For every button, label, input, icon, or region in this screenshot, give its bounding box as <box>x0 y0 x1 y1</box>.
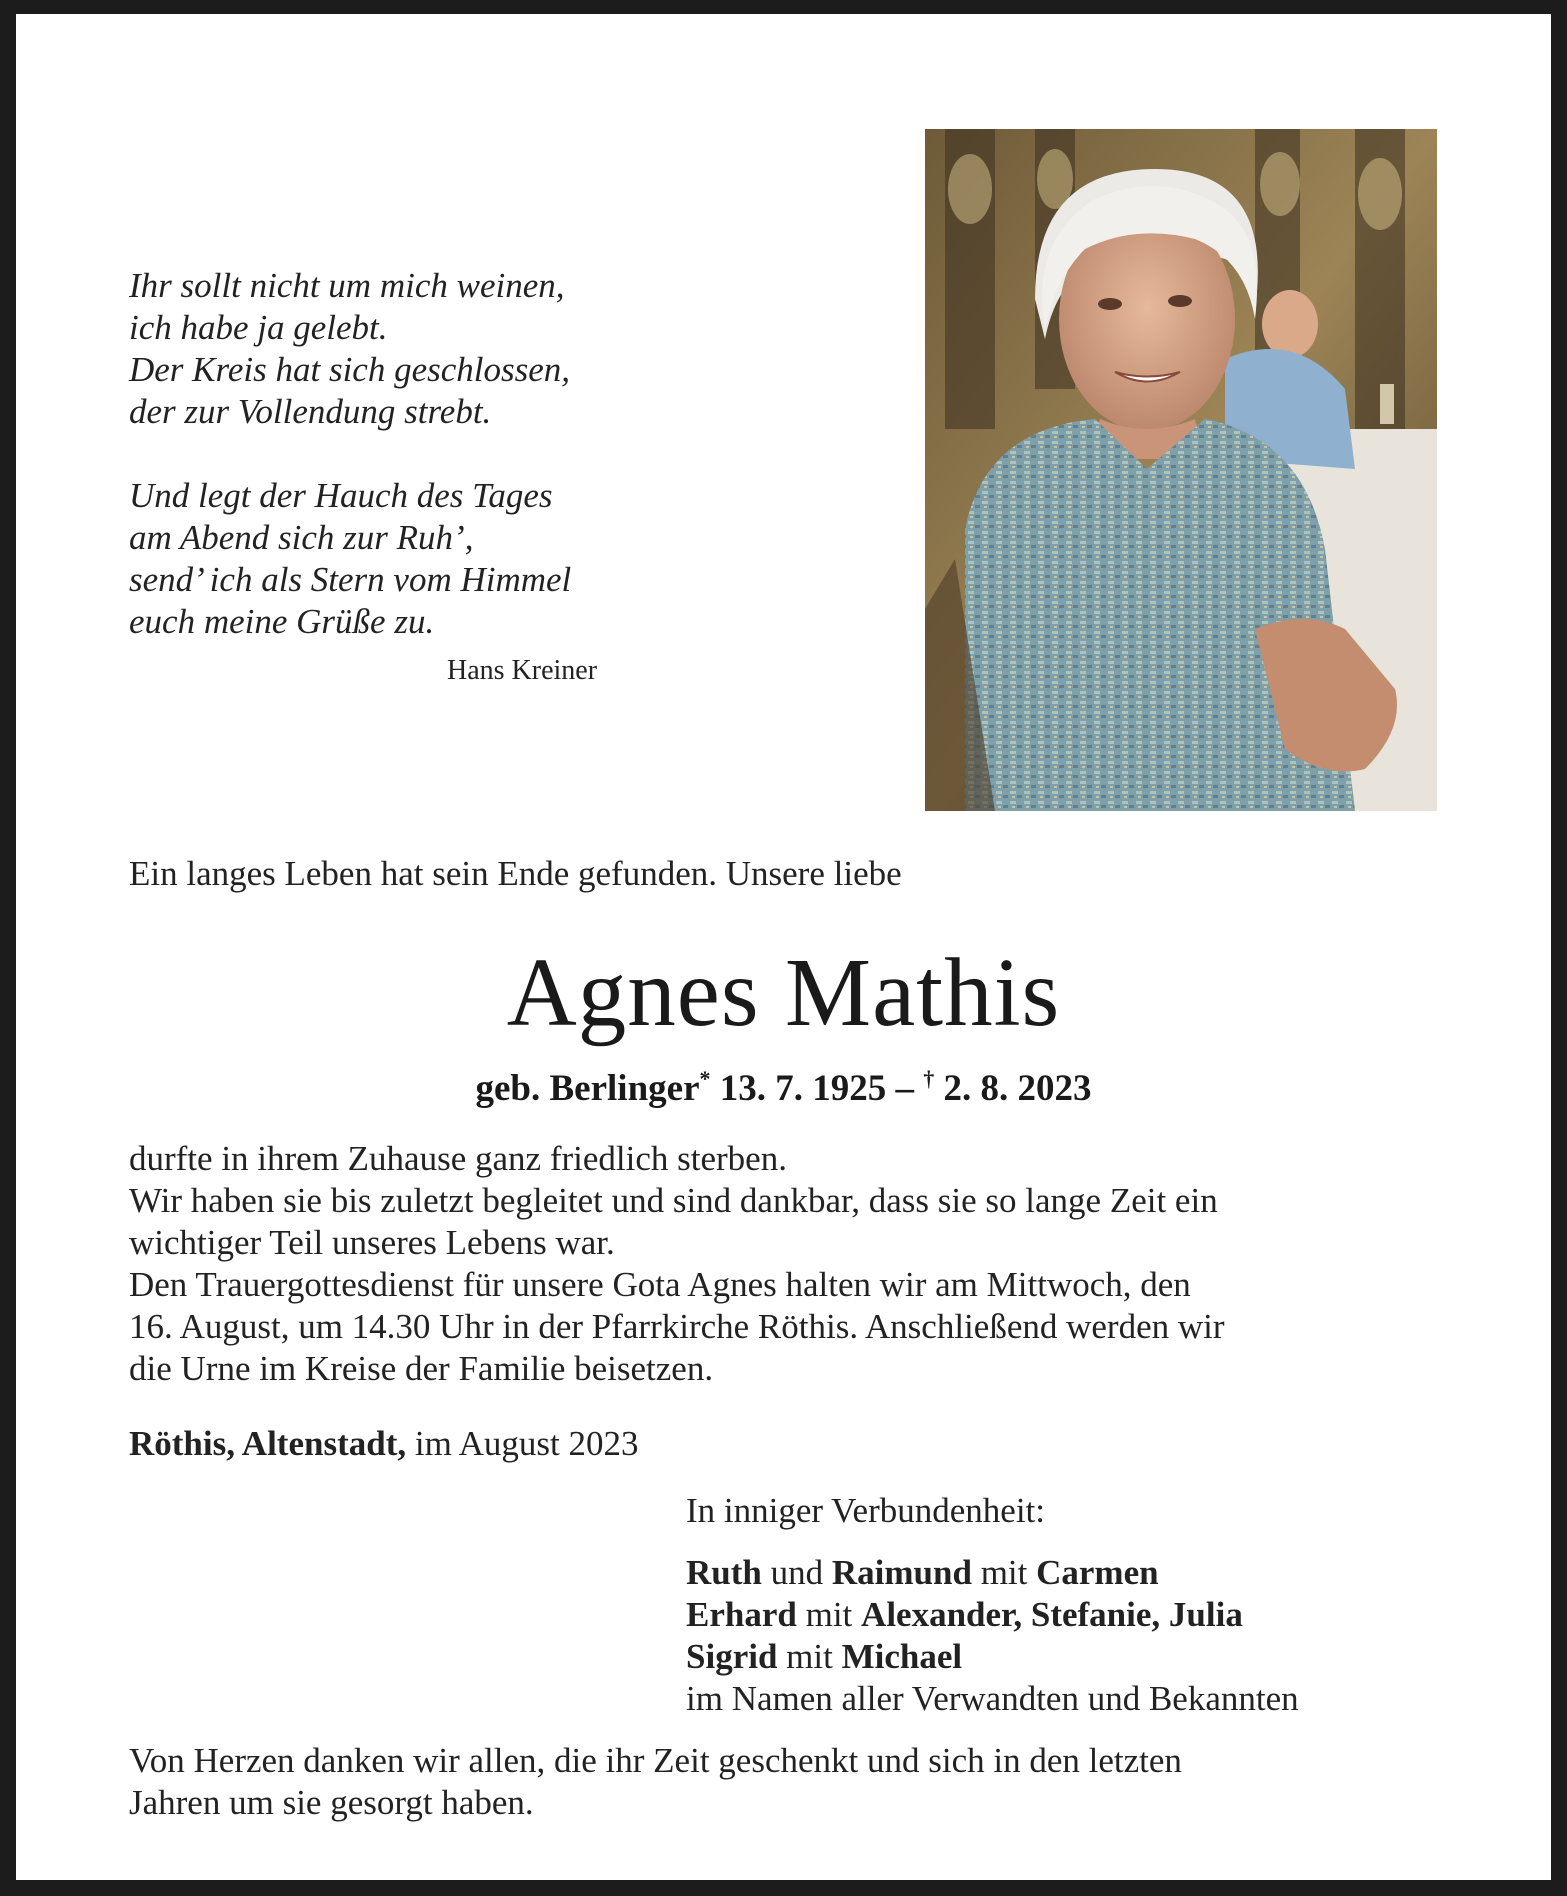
family-connector: mit <box>777 1637 842 1676</box>
poem-line: Ihr sollt nicht um mich weinen, <box>129 266 565 305</box>
death-symbol: † <box>923 1066 935 1091</box>
place-date-rest: im August 2023 <box>406 1424 639 1463</box>
family-connector: und <box>761 1553 832 1592</box>
portrait-photo <box>925 129 1437 811</box>
family-signature <box>686 1490 1446 1720</box>
body-line: durfte in ihrem Zuhause ganz friedlich sterben. <box>129 1139 787 1178</box>
birth-date: 13. 7. 1925 <box>719 1068 887 1109</box>
family-name: Michael <box>841 1637 963 1676</box>
family-connector: mit <box>796 1595 862 1634</box>
body-line: die Urne im Kreise der Familie beisetzen. <box>129 1349 714 1388</box>
family-name: Carmen <box>1036 1553 1159 1592</box>
body-line: wichtiger Teil unseres Lebens war. <box>129 1223 615 1262</box>
family-connector: mit <box>971 1553 1037 1592</box>
family-line-3 <box>686 1636 1446 1678</box>
thanks-line: Jahren um sie gesorgt haben. <box>129 1783 534 1822</box>
poem-author: Hans Kreiner <box>447 655 598 686</box>
family-intro: In inniger Verbundenheit: <box>686 1491 1045 1530</box>
poem-stanza-2 <box>129 475 689 643</box>
place-names: Röthis, Altenstadt, <box>129 1424 407 1463</box>
poem-line: Und legt der Hauch des Tages <box>129 476 553 515</box>
thanks-text <box>129 1740 1449 1824</box>
poem-line: ich habe ja gelebt. <box>129 308 388 347</box>
poem-line: euch meine Grüße zu. <box>129 602 435 641</box>
poem-line: am Abend sich zur Ruh’, <box>129 518 474 557</box>
poem-line: der zur Vollendung strebt. <box>129 392 492 431</box>
portrait-illustration <box>925 129 1437 811</box>
family-line-2 <box>686 1594 1446 1636</box>
place-date <box>129 1424 639 1464</box>
family-line-1 <box>686 1552 1446 1594</box>
intro-text: Ein langes Leben hat sein Ende gefunden. Unsere liebe <box>129 854 902 893</box>
birth-symbol: * <box>699 1066 711 1091</box>
body-line: Den Trauergottesdienst für unsere Gota Agnes halten wir am Mittwoch, den <box>129 1265 1191 1304</box>
poem <box>129 265 689 643</box>
family-name: Ruth <box>686 1553 762 1592</box>
family-closing: im Namen aller Verwandten und Bekannten <box>686 1679 1299 1718</box>
death-date: 2. 8. 2023 <box>943 1068 1092 1109</box>
family-name: Erhard <box>686 1595 797 1634</box>
family-name: Raimund <box>831 1553 972 1592</box>
poem-stanza-1 <box>129 265 689 433</box>
family-name: Sigrid <box>686 1637 778 1676</box>
birth-death-line <box>0 1066 1567 1110</box>
date-dash: – <box>895 1068 914 1109</box>
maiden-name: geb. Berlinger <box>475 1068 700 1109</box>
poem-line: send’ ich als Stern vom Himmel <box>129 560 572 599</box>
deceased-name: Agnes Mathis <box>506 939 1061 1046</box>
poem-line: Der Kreis hat sich geschlossen, <box>129 350 571 389</box>
family-name: Alexander, Stefanie, Julia <box>861 1595 1243 1634</box>
body-line: Wir haben sie bis zuletzt begleitet und sind dankbar, dass sie so lange Zeit ein <box>129 1181 1218 1220</box>
announcement-body <box>129 1138 1449 1390</box>
body-line: 16. August, um 14.30 Uhr in der Pfarrkirche Röthis. Anschließend werden wir <box>129 1307 1225 1346</box>
thanks-line: Von Herzen danken wir allen, die ihr Zeit geschenkt und sich in den letzten <box>129 1741 1182 1780</box>
